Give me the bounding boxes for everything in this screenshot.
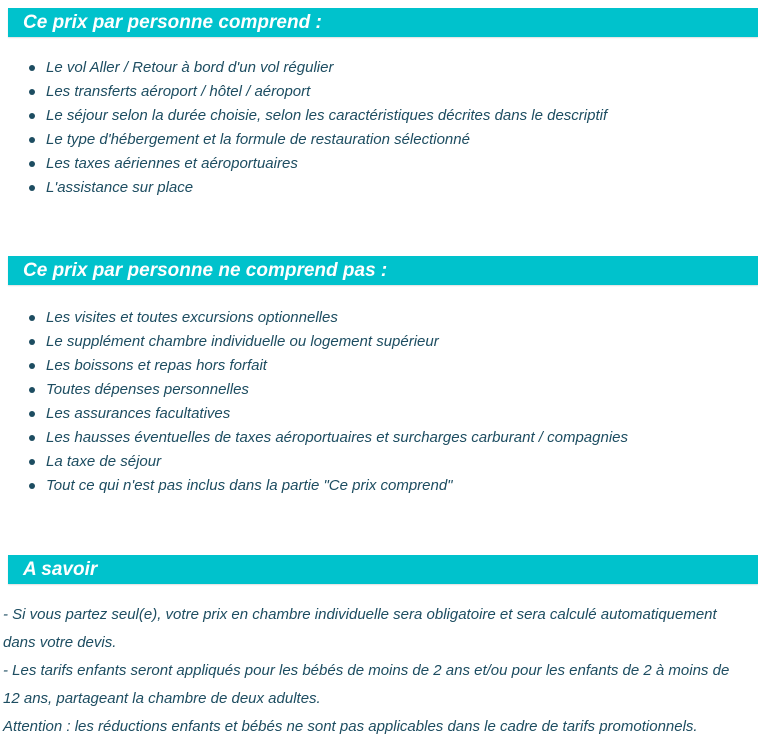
list-item: La taxe de séjour [46,450,758,474]
list-item: Le type d'hébergement et la formule de restauration sélectionné [46,128,758,152]
not-included-list [0,306,758,498]
list-item: Le vol Aller / Retour à bord d'un vol régulier [46,56,758,80]
list-item: Toutes dépenses personnelles [46,378,758,402]
list-item: Tout ce qui n'est pas inclus dans la partie "Ce prix comprend" [46,474,758,498]
list-item: Les taxes aériennes et aéroportuaires [46,152,758,176]
note-paragraph: - Si vous partez seul(e), votre prix en chambre individuelle sera obligatoire et sera calculé automatiquement dans votre devis. [3,606,717,651]
section-header-notes: A savoir [8,555,758,584]
note-paragraph: Attention : les réductions enfants et bébés ne sont pas applicables dans le cadre de tarifs promotionnels. [3,718,698,735]
included-list [0,56,758,200]
list-item: Le séjour selon la durée choisie, selon les caractéristiques décrites dans le descriptif [46,104,758,128]
list-item: L'assistance sur place [46,176,758,200]
section-price-not-included [0,256,758,498]
list-item: Le supplément chambre individuelle ou logement supérieur [46,330,758,354]
list-item: Les boissons et repas hors forfait [46,354,758,378]
section-header-included: Ce prix par personne comprend : [8,8,758,37]
notes-text [0,601,758,741]
list-item: Les assurances facultatives [46,402,758,426]
section-notes [0,555,758,741]
note-paragraph: - Les tarifs enfants seront appliqués pour les bébés de moins de 2 ans et/ou pour les enfants de 2 à moins de 12 ans, partageant la chambre de deux adultes. [3,662,730,707]
section-price-included [0,8,758,200]
list-item: Les visites et toutes excursions optionnelles [46,306,758,330]
list-item: Les hausses éventuelles de taxes aéroportuaires et surcharges carburant / compagnies [46,426,758,450]
section-header-not-included: Ce prix par personne ne comprend pas : [8,256,758,285]
list-item: Les transferts aéroport / hôtel / aéroport [46,80,758,104]
